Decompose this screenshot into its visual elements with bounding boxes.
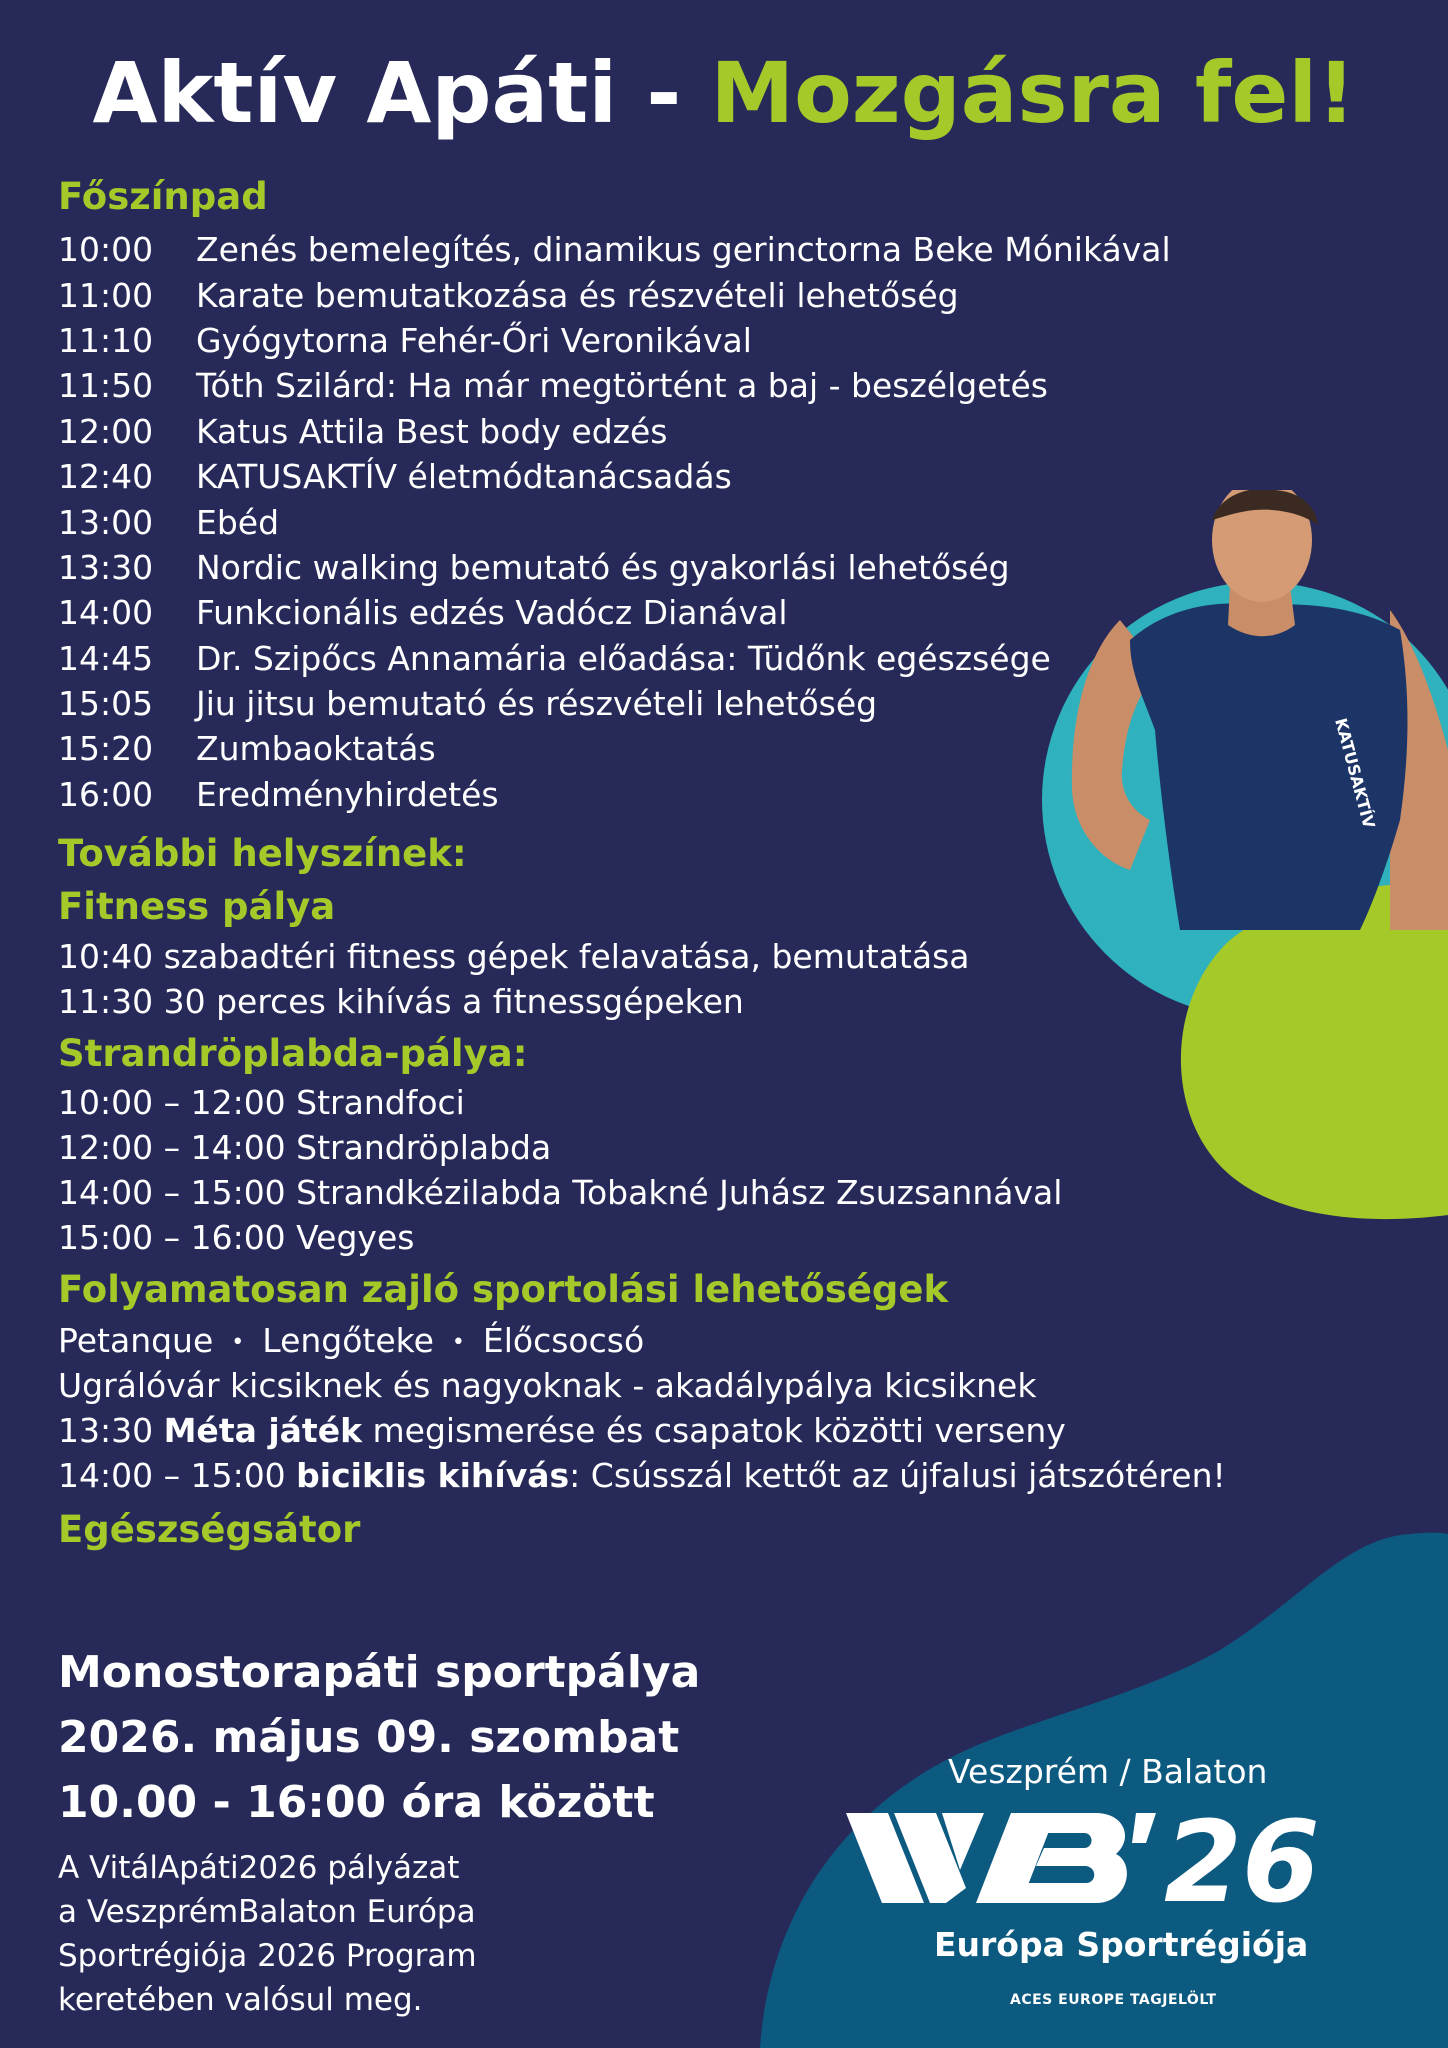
beach-line: 15:00 – 16:00 Vegyes xyxy=(58,1218,415,1257)
line-time: 14:00 – 15:00 xyxy=(58,1456,297,1495)
note-line: keretében valósul meg. xyxy=(58,1982,423,2018)
note-line: Sportrégiója 2026 Program xyxy=(58,1938,477,1974)
fitness-label: Fitness pálya xyxy=(58,885,336,928)
schedule-row xyxy=(58,590,1258,635)
schedule-row xyxy=(58,545,1258,590)
note-line: A VitálApáti2026 pályázat xyxy=(58,1850,460,1886)
logo-region: Veszprém / Balaton xyxy=(948,1752,1268,1791)
schedule-text: Funkcionális edzés Vadócz Dianával xyxy=(196,593,788,633)
schedule-time: 10:00 xyxy=(58,230,154,270)
schedule-text: Jiu jitsu bemutató és részvételi lehetőség xyxy=(196,684,878,724)
logo-subtitle: Európa Sportrégiója xyxy=(934,1925,1309,1964)
line-bold: biciklis kihívás xyxy=(296,1456,570,1495)
beach-line: 14:00 – 15:00 Strandkézilabda Tobakné Juhász Zsuzsannával xyxy=(58,1173,1063,1212)
continuous-items xyxy=(58,1318,644,1363)
beach-label: Strandröplabda-pálya: xyxy=(58,1032,528,1075)
schedule-time: 12:00 xyxy=(58,411,154,451)
schedule-time: 12:40 xyxy=(58,457,154,497)
shirt-print: KATUSAKTÍV xyxy=(1331,716,1379,831)
schedule-row xyxy=(58,272,1258,317)
bullet: • xyxy=(231,1330,245,1355)
continuous-line xyxy=(58,1408,1066,1453)
venue-date: 2026. május 09. szombat xyxy=(58,1712,680,1763)
schedule-time: 16:00 xyxy=(58,774,154,814)
schedule-time: 11:50 xyxy=(58,366,154,406)
schedule-row xyxy=(58,409,1258,454)
continuous-line: Ugrálóvár kicsiknek és nagyoknak - akadálypálya kicsiknek xyxy=(58,1366,1037,1405)
schedule-text: Zumbaoktatás xyxy=(196,729,436,769)
beach-line: 12:00 – 14:00 Strandröplabda xyxy=(58,1128,552,1167)
vb26-logo xyxy=(846,1808,1416,1908)
bullet: • xyxy=(451,1330,465,1355)
line-time: 13:30 xyxy=(58,1411,164,1450)
schedule-row xyxy=(58,636,1258,681)
schedule-text: Dr. Szipőcs Annamária előadása: Tüdőnk egészsége xyxy=(196,638,1051,678)
schedule-text: KATUSAKTÍV életmódtanácsadás xyxy=(196,457,732,497)
line-bold: Méta játék xyxy=(163,1411,363,1450)
schedule-row xyxy=(58,454,1258,499)
activity-item: Lengőteke xyxy=(262,1321,434,1360)
logo-aces: ACES EUROPE TAGJELÖLT xyxy=(1010,1992,1217,2008)
title-green: Mozgásra fel! xyxy=(710,44,1356,142)
schedule-text: Zenés bemelegítés, dinamikus gerinctorna Beke Mónikával xyxy=(196,230,1171,270)
health-tent-label: Egészségsátor xyxy=(58,1508,361,1551)
venue-place: Monostorapáti sportpálya xyxy=(58,1647,701,1698)
main-stage-label: Főszínpad xyxy=(58,175,268,218)
vb26-numerals: 26 xyxy=(1164,1808,1320,1908)
schedule-text: Tóth Szilárd: Ha már megtörtént a baj - beszélgetés xyxy=(196,366,1048,406)
schedule-text: Katus Attila Best body edzés xyxy=(196,411,668,451)
beach-line: 10:00 – 12:00 Strandfoci xyxy=(58,1083,465,1122)
continuous-line xyxy=(58,1453,1226,1498)
schedule-text: Karate bemutatkozása és részvételi lehetőség xyxy=(196,275,959,315)
venue-time: 10.00 - 16:00 óra között xyxy=(58,1777,655,1828)
fitness-line: 11:30 30 perces kihívás a fitnessgépeken xyxy=(58,982,744,1021)
note-line: a VeszprémBalaton Európa xyxy=(58,1894,476,1930)
schedule-time: 11:10 xyxy=(58,320,154,360)
schedule-time: 13:30 xyxy=(58,547,154,587)
line-rest: : Csússzál kettőt az újfalusi játszótéren! xyxy=(569,1456,1226,1495)
schedule-row xyxy=(58,681,1258,726)
schedule-text: Nordic walking bemutató és gyakorlási lehetőség xyxy=(196,547,1010,587)
title-white: Aktív Apáti - xyxy=(92,44,711,142)
vb26-mark xyxy=(846,1808,1320,1908)
schedule-row xyxy=(58,318,1258,363)
schedule-time: 11:00 xyxy=(58,275,154,315)
other-venues-label: További helyszínek: xyxy=(58,832,467,875)
schedule-text: Ebéd xyxy=(196,502,280,542)
activity-item: Petanque xyxy=(58,1321,214,1360)
schedule-time: 13:00 xyxy=(58,502,154,542)
main-stage-schedule xyxy=(58,227,1258,817)
schedule-time: 15:05 xyxy=(58,684,154,724)
page-title xyxy=(0,38,1448,148)
schedule-text: Gyógytorna Fehér-Őri Veronikával xyxy=(196,320,752,360)
funding-note xyxy=(58,1846,618,2022)
schedule-time: 14:00 xyxy=(58,593,154,633)
schedule-text: Eredményhirdetés xyxy=(196,774,499,814)
schedule-row xyxy=(58,227,1258,272)
continuous-label: Folyamatosan zajló sportolási lehetőségek xyxy=(58,1268,949,1311)
schedule-time: 15:20 xyxy=(58,729,154,769)
schedule-row xyxy=(58,363,1258,408)
schedule-row xyxy=(58,726,1258,771)
schedule-row xyxy=(58,772,1258,817)
schedule-row xyxy=(58,499,1258,544)
activity-item: Élőcsocsó xyxy=(482,1321,645,1360)
schedule-time: 14:45 xyxy=(58,638,154,678)
fitness-line: 10:40 szabadtéri fitness gépek felavatása, bemutatása xyxy=(58,937,970,976)
line-rest: megismerése és csapatok közötti verseny xyxy=(362,1411,1066,1450)
